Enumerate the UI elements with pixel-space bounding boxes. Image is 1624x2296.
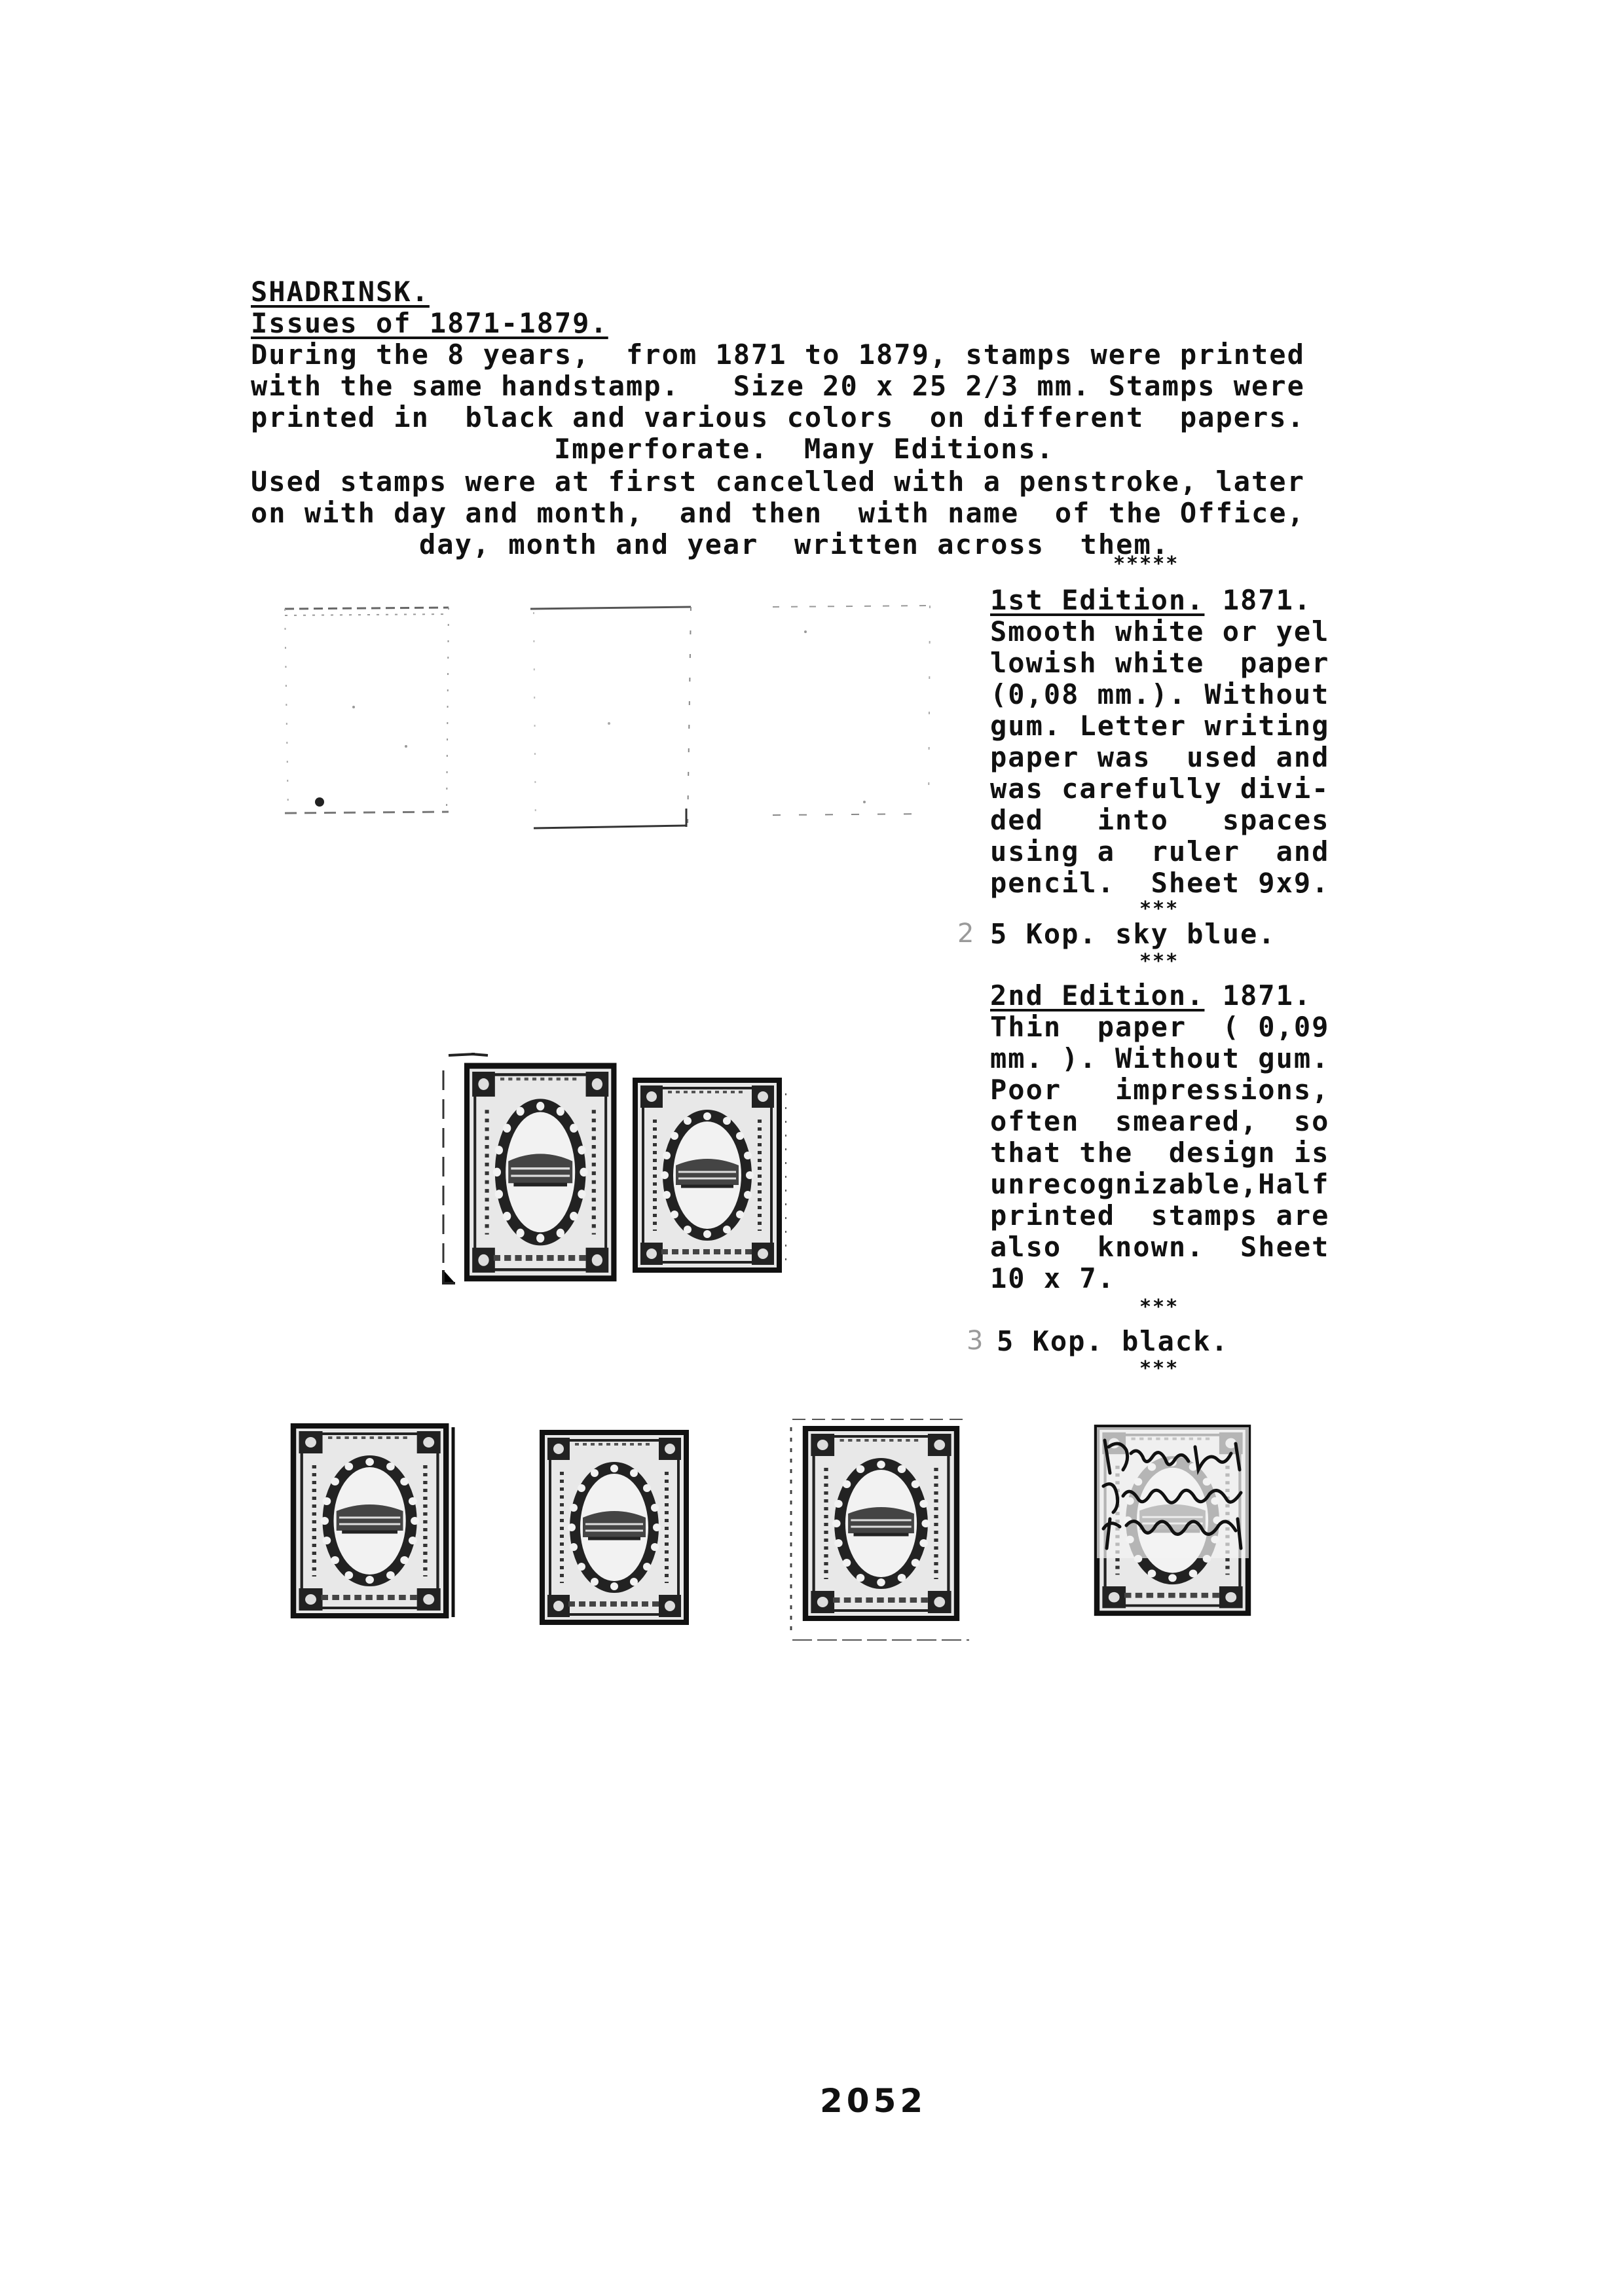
stamp-black-5 — [786, 1414, 976, 1650]
intro-line-1: During the 8 years, from 1871 to 1879, stamps were printed — [251, 338, 1305, 371]
edition2-catalogue-number: 3 — [967, 1326, 984, 1356]
edition1-line-5: paper was used and — [990, 741, 1330, 773]
intro-line-2: with the same handstamp. Size 20 x 25 2/3 mm. Stamps were — [251, 370, 1305, 402]
stamp-manuscript-cancelled — [1090, 1421, 1274, 1630]
intro-line-4: Imperforate. Many Editions. — [553, 433, 1054, 465]
stamp-black-4 — [537, 1427, 707, 1637]
stamp-black-1 — [435, 1048, 632, 1290]
edition1-line-7: ded into spaces — [990, 804, 1330, 836]
faint-stamp-2 — [524, 592, 707, 841]
edition1-line-9: pencil. Sheet 9x9. — [990, 867, 1330, 899]
edition2-line-2: mm. ). Without gum. — [990, 1042, 1330, 1074]
edition1-line-3: (0,08 mm.). Without — [990, 678, 1330, 710]
edition1-title: 1st Edition. — [990, 584, 1205, 616]
edition1-heading — [990, 585, 1312, 616]
section-subtitle: Issues of 1871-1879. — [251, 307, 608, 339]
edition2-title: 2nd Edition. — [990, 979, 1205, 1011]
stamp-black-2 — [629, 1074, 799, 1283]
section-title: SHADRINSK. — [251, 276, 430, 308]
faint-stamp-3 — [766, 592, 950, 841]
edition1-separator-2: *** — [1139, 950, 1179, 973]
intro-line-7: day, month and year written across them. — [419, 528, 1170, 560]
edition2-separator-2: *** — [1139, 1357, 1179, 1380]
edition1-line-1: Smooth white or yel — [990, 615, 1330, 647]
faint-stamp-1 — [275, 589, 458, 838]
edition2-year: 1871. — [1204, 979, 1312, 1011]
edition2-line-8: also known. Sheet — [990, 1231, 1330, 1263]
edition1-year: 1871. — [1204, 584, 1312, 616]
edition2-separator-1: *** — [1139, 1296, 1179, 1319]
stamp-black-3 — [288, 1421, 458, 1630]
edition1-line-2: lowish white paper — [990, 647, 1330, 679]
edition2-line-9: 10 x 7. — [990, 1262, 1116, 1294]
intro-line-6: on with day and month, and then with name of the Office, — [251, 497, 1305, 529]
edition2-line-7: printed stamps are — [990, 1199, 1330, 1231]
edition1-catalogue-number: 2 — [957, 919, 974, 949]
edition1-line-8: using a ruler and — [990, 835, 1330, 867]
edition2-line-5: that the design is — [990, 1137, 1330, 1169]
edition2-line-4: often smeared, so — [990, 1105, 1330, 1137]
edition2-item: 5 Kop. black. — [997, 1325, 1229, 1357]
intro-separator: ***** — [1113, 553, 1179, 575]
page-number: 2052 — [820, 2082, 927, 2120]
edition1-separator-1: *** — [1139, 898, 1179, 920]
edition2-line-1: Thin paper ( 0,09 — [990, 1011, 1330, 1043]
intro-line-5: Used stamps were at first cancelled with a penstroke, later — [251, 465, 1305, 498]
edition2-line-6: unrecognizable,Half — [990, 1168, 1330, 1200]
edition1-line-4: gum. Letter writing — [990, 710, 1330, 742]
intro-line-3: printed in black and various colors on different papers. — [251, 401, 1305, 433]
edition1-line-6: was carefully divi- — [990, 773, 1330, 805]
edition1-item: 5 Kop. sky blue. — [990, 918, 1276, 950]
edition2-line-3: Poor impressions, — [990, 1074, 1330, 1106]
edition2-heading — [990, 980, 1312, 1011]
